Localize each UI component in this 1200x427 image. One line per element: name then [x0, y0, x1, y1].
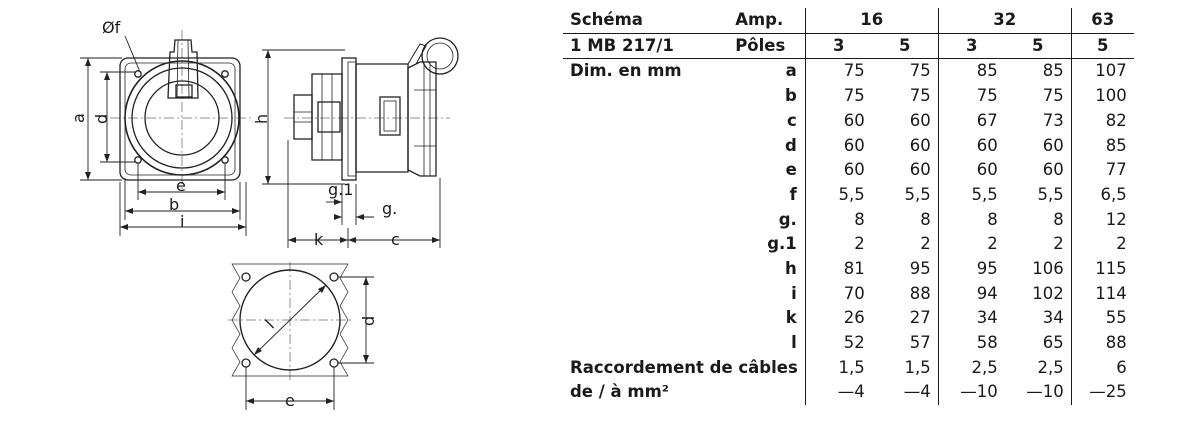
table-row: [563, 232, 1134, 257]
table-cell: 94: [938, 282, 1005, 307]
table-row: [563, 59, 1134, 84]
poles-value: 3: [805, 33, 872, 59]
dimension-key: k: [785, 308, 797, 328]
table-cell: 1,5: [904, 357, 931, 377]
table-cell: 82: [1071, 109, 1134, 134]
table-cell: 85: [1042, 61, 1064, 81]
table-row: [563, 356, 1134, 381]
table-cell: 27: [909, 308, 931, 328]
table-cell: 95: [938, 257, 1005, 282]
table-cell: 2: [1053, 234, 1064, 254]
table-cell: 57: [909, 333, 931, 353]
dimension-key: [728, 380, 805, 405]
dimension-key: g.1: [767, 234, 797, 254]
front-view-dimensions: [80, 36, 246, 236]
row-label: [563, 257, 728, 282]
dimension-key: d: [784, 135, 797, 155]
dimension-key: e: [785, 160, 797, 180]
side-view: [284, 38, 458, 180]
table-cell: 34: [938, 306, 1005, 331]
cutout-view: [228, 262, 352, 380]
front-view: [110, 30, 252, 190]
dim-label-a: a: [69, 113, 88, 123]
table-cell: 114: [1071, 282, 1134, 307]
table-row: [563, 158, 1134, 183]
table-row: [563, 306, 1134, 331]
table-cell: 106: [1032, 258, 1064, 278]
dimensions-table: [563, 8, 1134, 405]
table-cell: 102: [1032, 283, 1064, 303]
dim-label-e-cutout: e: [285, 391, 295, 410]
schema-label: Schéma: [563, 8, 728, 33]
dim-label-phi-f: Øf: [102, 18, 121, 37]
table-cell: —4: [805, 380, 872, 405]
table-cell: 60: [909, 110, 931, 130]
dimension-key: a: [785, 61, 797, 81]
table-cell: 12: [1071, 208, 1134, 233]
dimension-key: c: [787, 110, 797, 130]
table-cell: 60: [805, 109, 872, 134]
dim-label-l: l: [261, 315, 278, 333]
table-row: [563, 208, 1134, 233]
row-label: [563, 306, 728, 331]
dim-label-d-cutout: d: [359, 315, 378, 326]
amp-32: 32: [938, 8, 1071, 33]
table-cell: 67: [938, 109, 1005, 134]
amp-63: 63: [1071, 8, 1134, 33]
table-cell: 5,5: [904, 184, 931, 204]
table-cell: —10: [1026, 382, 1064, 402]
table-cell: 2,5: [938, 356, 1005, 381]
table-cell: 2: [805, 232, 872, 257]
table-cell: 5,5: [805, 183, 872, 208]
table-cell: 26: [805, 306, 872, 331]
table-cell: 2: [920, 234, 931, 254]
table-cell: 60: [1042, 135, 1064, 155]
table-cell: 1,5: [805, 356, 872, 381]
table-row: [563, 183, 1134, 208]
table-cell: 8: [938, 208, 1005, 233]
table-cell: 75: [909, 86, 931, 106]
table-cell: 2,5: [1037, 357, 1064, 377]
table-cell: 95: [909, 258, 931, 278]
table-cell: 75: [938, 84, 1005, 109]
dimension-key: b: [784, 86, 797, 106]
table-cell: 70: [805, 282, 872, 307]
dim-label-h: h: [252, 113, 271, 124]
table-cell: 5,5: [938, 183, 1005, 208]
dim-label-i: i: [180, 212, 185, 231]
table-cell: 5,5: [1037, 184, 1064, 204]
table-cell: 58: [938, 331, 1005, 356]
row-label: [563, 158, 728, 183]
table-cell: 100: [1071, 84, 1134, 109]
row-label: [563, 282, 728, 307]
table-row: [563, 109, 1134, 134]
table-cell: 88: [1071, 331, 1134, 356]
table-cell: 60: [938, 158, 1005, 183]
table-cell: 6: [1071, 356, 1134, 381]
row-label: [563, 133, 728, 158]
table-cell: 60: [805, 133, 872, 158]
table-header-row: [563, 8, 1134, 33]
table-cell: 75: [1042, 86, 1064, 106]
table-cell: 8: [1053, 209, 1064, 229]
row-label: de / à mm²: [570, 382, 670, 402]
dim-label-g: g.: [382, 199, 398, 218]
poles-value: 5: [1071, 33, 1134, 59]
dim-label-d: d: [92, 113, 111, 124]
table-cell: —10: [938, 380, 1005, 405]
poles-label: Pôles: [728, 33, 805, 59]
table-row: [563, 282, 1134, 307]
row-label: [563, 84, 728, 109]
table-cell: 6,5: [1071, 183, 1134, 208]
table-cell: 52: [805, 331, 872, 356]
table-cell: 60: [1042, 160, 1064, 180]
row-label: [563, 232, 728, 257]
table-cell: 60: [909, 135, 931, 155]
table-cell: 2: [1071, 232, 1134, 257]
table-cell: 2: [938, 232, 1005, 257]
table-cell: 60: [805, 158, 872, 183]
dim-label-b: b: [169, 195, 180, 214]
table-cell: 55: [1071, 306, 1134, 331]
row-label: [563, 331, 728, 356]
dim-label-c: c: [391, 230, 400, 249]
table-body: [563, 59, 1134, 405]
table-cell: 73: [1042, 110, 1064, 130]
table-cell: 60: [938, 133, 1005, 158]
cutout-dimensions: [246, 277, 374, 410]
dim-label-k: k: [314, 230, 324, 249]
table-row: [563, 380, 1134, 405]
table-cell: —25: [1071, 380, 1134, 405]
dimension-key: g.: [778, 209, 797, 229]
row-label: [563, 208, 728, 233]
table-cell: 77: [1071, 158, 1134, 183]
table-row: [563, 331, 1134, 356]
row-label: [563, 109, 728, 134]
poles-value: 3: [938, 33, 1005, 59]
amp-label: Amp.: [728, 8, 805, 33]
poles-value: 5: [1005, 33, 1072, 59]
table-row: [563, 133, 1134, 158]
table-cell: 107: [1071, 59, 1134, 84]
table-cell: 115: [1071, 257, 1134, 282]
side-view-dimensions: [262, 50, 440, 248]
dimension-key: f: [789, 184, 797, 204]
table-cell: 81: [805, 257, 872, 282]
table-cell: 85: [1071, 133, 1134, 158]
row-label: Dim. en mm: [570, 61, 682, 81]
poles-value: 5: [872, 33, 939, 59]
technical-drawing: [0, 0, 560, 427]
dimension-key: h: [785, 258, 797, 278]
table-cell: 85: [938, 59, 1005, 84]
dim-label-g1: g.1: [328, 180, 354, 199]
table-row: [563, 84, 1134, 109]
table-row: [563, 257, 1134, 282]
table-cell: 65: [1042, 333, 1064, 353]
dimension-key: i: [791, 283, 797, 303]
table-cell: 8: [805, 208, 872, 233]
table-cell: 34: [1042, 308, 1064, 328]
model-label: 1 MB 217/1: [563, 33, 728, 59]
row-label: [563, 183, 728, 208]
table-cell: 75: [805, 59, 872, 84]
table-cell: 75: [909, 61, 931, 81]
dimension-key: l: [791, 333, 797, 353]
table-cell: —4: [903, 382, 931, 402]
table-header-row: [563, 33, 1134, 59]
row-label: Raccordement de câbles: [570, 357, 798, 377]
amp-16: 16: [805, 8, 938, 33]
table-cell: 88: [909, 283, 931, 303]
table-cell: 8: [920, 209, 931, 229]
table-cell: 75: [805, 84, 872, 109]
table-cell: 60: [909, 160, 931, 180]
dim-label-e: e: [176, 176, 186, 195]
